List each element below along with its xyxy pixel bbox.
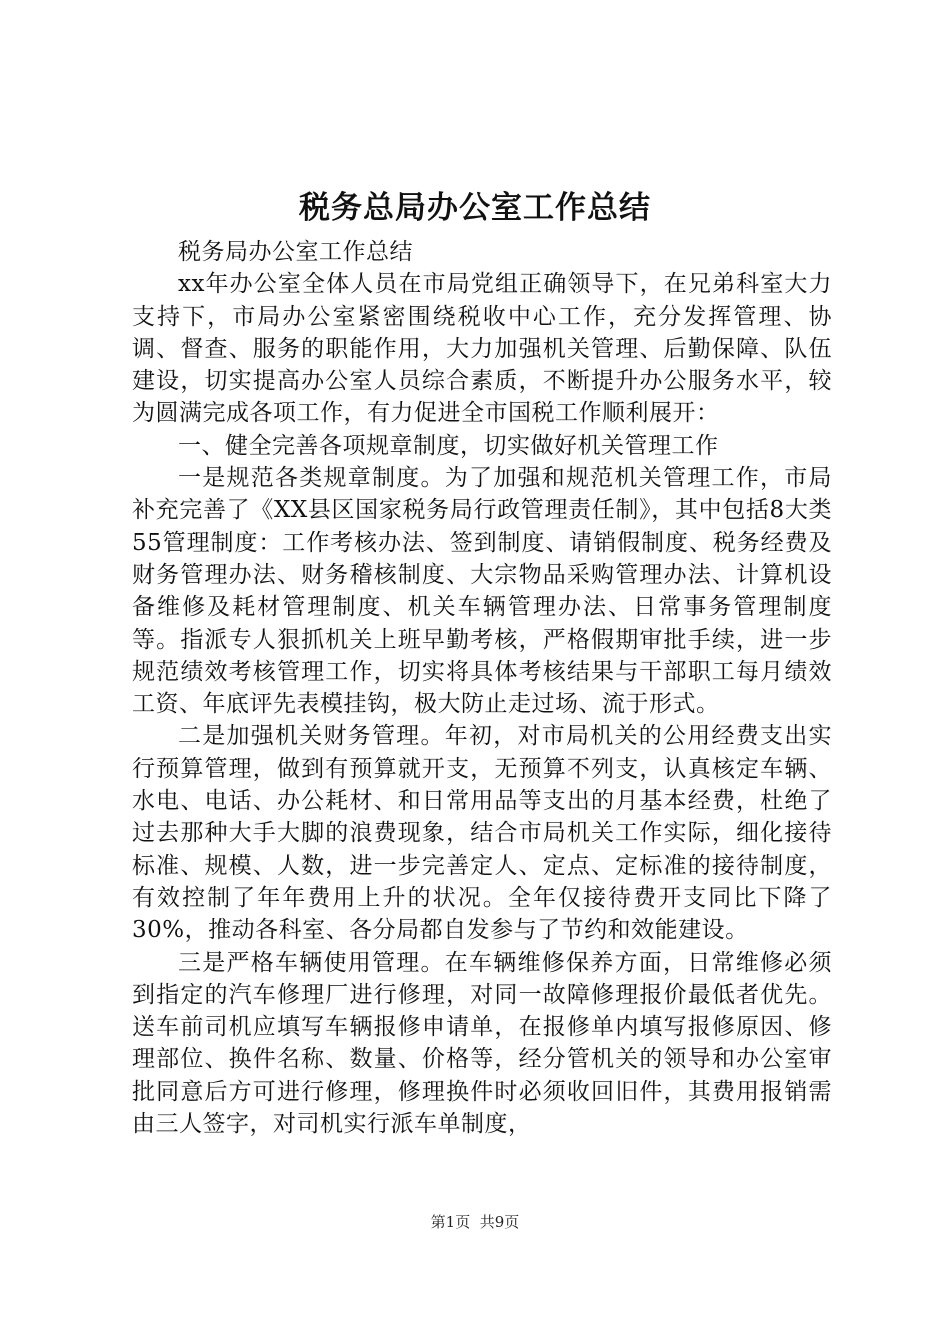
paragraph-subtitle: 税务局办公室工作总结 (178, 239, 413, 265)
paragraph-intro: xx年办公室全体人员在市局党组正确领导下，在兄弟科室大力支持下，市局办公室紧密围绕税收中心工作，充分发挥管理、协调、督查、服务的职能作用，大力加强机关管理、后勤保障、队伍建设，切实提高办公室人员综合素质，不断提升办公服务水平，较为圆满完成各项工作，有力促进全市国税工作顺利展开： (132, 271, 832, 427)
paragraph-vehicles: 三是严格车辆使用管理。在车辆维修保养方面，日常维修必须到指定的汽车修理厂进行修理，对同一故障修理报价最低者优先。送车前司机应填写车辆报修申请单，在报修单内填写报修原因、修理部位、换件名称、数量、价格等，经分管机关的领导和办公室审批同意后方可进行修理，修理换件时必须收回旧件，其费用报销需由三人签字，对司机实行派车单制度， (132, 949, 832, 1138)
section-heading: 一、健全完善各项规章制度，切实做好机关管理工作 (178, 432, 719, 459)
page-total: 共9页 (479, 1213, 520, 1231)
paragraph-finance: 二是加强机关财务管理。年初，对市局机关的公用经费支出实行预算管理，做到有预算就开支，无预算不列支，认真核定车辆、水电、电话、办公耗材、和日常用品等支出的月基本经费，杜绝了过去那种大手大脚的浪费现象，结合市局机关工作实际，细化接待标准、规模、人数，进一步完善定人、定点、定标准的接待制度，有效控制了年年费用上升的状况。全年仅接待费开支同比下降了30%，推动各科室、各分局都自发参与了节约和效能建设。 (132, 723, 832, 944)
document-body (132, 236, 832, 1140)
page-footer (0, 1212, 950, 1232)
page-number: 第1页 (430, 1213, 471, 1231)
paragraph-rules: 一是规范各类规章制度。为了加强和规范机关管理工作，市局补充完善了《XX县区国家税务局行政管理责任制》，其中包括8大类55管理制度：工作考核办法、签到制度、请销假制度、税务经费及财务管理办法、财务稽核制度、大宗物品采购管理办法、计算机设备维修及耗材管理制度、机关车辆管理办法、日常事务管理制度等。指派专人狠抓机关上班早勤考核，严格假期审批手续，进一步规范绩效考核管理工作，切实将具体考核结果与干部职工每月绩效工资、年底评先表模挂钩，极大防止走过场、流于形式。 (132, 465, 832, 718)
document-title: 税务总局办公室工作总结 (299, 190, 651, 226)
